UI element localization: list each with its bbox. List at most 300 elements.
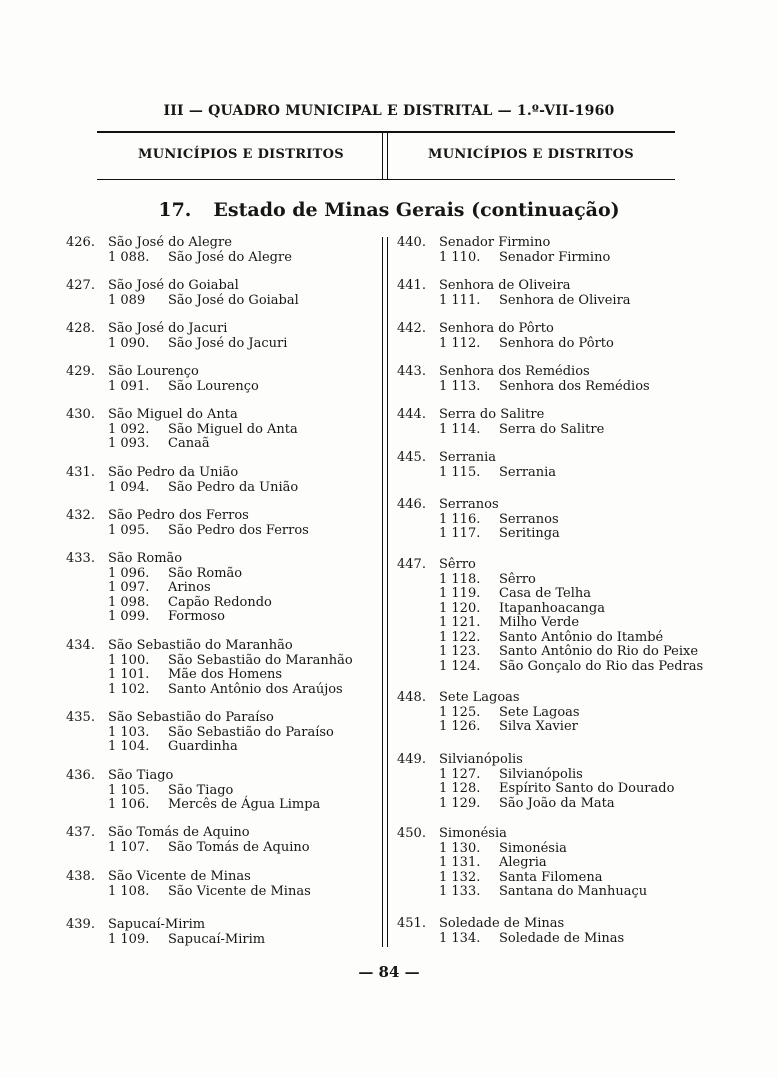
district-code: 1 098. (108, 594, 150, 610)
district-name: Serranos (499, 511, 559, 527)
municipality-entry (66, 769, 320, 813)
municipality-name: São José do Goiabal (108, 278, 239, 293)
municipality-entry (397, 408, 604, 437)
municipality-name: São Sebastião do Paraíso (108, 710, 274, 725)
district-indent (66, 524, 108, 539)
district-name: Alegria (499, 855, 547, 870)
district-name: Espírito Santo do Dourado (499, 781, 675, 796)
municipality-row (66, 711, 334, 726)
district-row (66, 798, 320, 813)
municipality-name: Serra do Salitre (439, 407, 545, 422)
district-code: 1 126. (439, 719, 481, 734)
municipality-number: 434. (66, 638, 95, 653)
municipality-entry (397, 827, 647, 900)
district-row (66, 683, 353, 698)
district-name: Santo Antônio dos Araújos (168, 681, 343, 697)
district-indent (397, 768, 439, 783)
district-name: Mercês de Água Limpa (168, 797, 321, 812)
municipality-row (66, 279, 299, 294)
district-name: Serrania (499, 464, 557, 480)
district-indent (397, 720, 439, 735)
district-indent (66, 885, 108, 900)
district-code: 1 131. (439, 855, 481, 870)
district-code: 1 134. (439, 930, 481, 946)
district-indent (397, 645, 439, 660)
district-name: Milho Verde (499, 615, 580, 630)
district-name: São Sebastião do Paraíso (168, 724, 334, 740)
municipality-number: 432. (66, 508, 95, 523)
district-indent (397, 527, 439, 542)
municipality-row (66, 322, 287, 337)
municipality-row (397, 498, 560, 513)
district-indent (66, 610, 108, 625)
district-indent (66, 683, 108, 698)
district-row (397, 380, 650, 395)
district-row (397, 602, 703, 617)
district-row (66, 294, 299, 309)
section-name: Estado de Minas Gerais (continuação) (213, 199, 620, 221)
district-name: Senhora de Oliveira (499, 292, 631, 308)
municipality-row (397, 365, 650, 380)
district-row (66, 423, 298, 438)
district-indent (397, 587, 439, 602)
district-row (66, 337, 287, 352)
municipality-row (397, 322, 614, 337)
district-name: São Miguel do Anta (168, 421, 298, 437)
district-row (397, 294, 631, 309)
body-column-divider (382, 237, 388, 947)
municipality-entry (66, 408, 298, 452)
district-name: São João da Mata (499, 795, 615, 811)
municipality-row (66, 870, 311, 885)
district-indent (397, 423, 439, 438)
district-name: São Tiago (168, 782, 234, 798)
municipality-number: 445. (397, 450, 426, 465)
municipality-entry (66, 236, 292, 265)
municipality-number: 449. (397, 752, 426, 767)
municipality-row (66, 408, 298, 423)
district-code: 1 127. (439, 766, 481, 782)
district-code: 1 129. (439, 795, 481, 811)
district-code: 1 093. (108, 436, 150, 451)
municipality-entry (397, 917, 624, 946)
district-row (397, 842, 647, 857)
municipality-entry (397, 279, 631, 308)
district-name: Senhora do Pôrto (499, 335, 614, 351)
municipality-number: 435. (66, 710, 95, 725)
district-code: 1 105. (108, 782, 150, 798)
district-row (397, 337, 614, 352)
district-indent (397, 251, 439, 266)
district-name: São José do Goiabal (168, 292, 299, 308)
municipality-row (397, 451, 556, 466)
district-code: 1 133. (439, 884, 481, 899)
municipality-number: 442. (397, 321, 426, 336)
district-code: 1 104. (108, 739, 150, 754)
district-indent (397, 294, 439, 309)
municipality-name: São Romão (108, 551, 183, 566)
district-row (397, 616, 703, 631)
district-indent (397, 856, 439, 871)
section-title (0, 199, 778, 221)
municipality-name: Serranos (439, 497, 499, 512)
district-name: Santo Antônio do Itambé (499, 629, 664, 645)
municipality-name: São Vicente de Minas (108, 869, 251, 884)
municipality-number: 429. (66, 364, 95, 379)
district-indent (397, 660, 439, 675)
municipality-entry (66, 870, 311, 899)
district-row (66, 380, 259, 395)
district-name: Mãe dos Homens (168, 667, 283, 682)
municipality-entry (66, 509, 309, 538)
district-code: 1 124. (439, 658, 481, 674)
district-row (397, 706, 580, 721)
district-code: 1 132. (439, 869, 481, 885)
municipality-name: Silvianópolis (439, 752, 523, 767)
district-code: 1 089 (108, 292, 146, 308)
district-row (397, 423, 604, 438)
district-code: 1 108. (108, 883, 150, 899)
district-row (66, 596, 272, 611)
district-row (397, 466, 556, 481)
municipality-number: 441. (397, 278, 426, 293)
municipality-row (397, 917, 624, 932)
header-bottom-rule (97, 179, 675, 180)
district-name: Capão Redondo (168, 594, 272, 610)
municipality-number: 426. (66, 235, 95, 250)
district-row (397, 782, 674, 797)
municipality-entry (66, 918, 265, 947)
municipality-name: São Tiago (108, 768, 174, 783)
district-row (397, 768, 674, 783)
district-code: 1 095. (108, 522, 150, 538)
municipality-entry (66, 711, 334, 755)
district-code: 1 109. (108, 931, 150, 947)
running-head: III — QUADRO MUNICIPAL E DISTRITAL — 1.º-VII-1960 (163, 103, 615, 119)
district-row (397, 573, 703, 588)
district-code: 1 112. (439, 335, 481, 351)
district-indent (66, 784, 108, 799)
district-indent (397, 616, 439, 631)
district-name: Guardinha (168, 739, 238, 754)
district-row (397, 856, 647, 871)
district-name: São Tomás de Aquino (168, 839, 310, 855)
district-indent (397, 706, 439, 721)
municipality-name: São José do Jacuri (108, 321, 228, 336)
column-header-left: MUNICÍPIOS E DISTRITOS (138, 147, 344, 162)
district-indent (397, 513, 439, 528)
district-row (66, 726, 334, 741)
district-row (397, 527, 560, 542)
municipality-entry (397, 753, 674, 811)
district-row (66, 784, 320, 799)
district-row (397, 631, 703, 646)
municipality-number: 440. (397, 235, 426, 250)
district-name: Sêrro (499, 571, 536, 587)
district-indent (397, 782, 439, 797)
municipality-number: 447. (397, 557, 426, 572)
district-code: 1 094. (108, 479, 150, 495)
district-code: 1 122. (439, 629, 481, 645)
municipality-entry (397, 365, 650, 394)
municipality-row (397, 753, 674, 768)
municipality-number: 443. (397, 364, 426, 379)
district-code: 1 115. (439, 464, 481, 480)
district-indent (66, 668, 108, 683)
municipality-number: 448. (397, 690, 426, 705)
municipality-row (66, 769, 320, 784)
municipality-name: Senhora dos Remédios (439, 364, 590, 379)
district-indent (397, 337, 439, 352)
municipality-row (66, 365, 259, 380)
municipality-number: 433. (66, 551, 95, 566)
municipality-row (397, 691, 580, 706)
district-code: 1 120. (439, 600, 481, 616)
municipality-entry (66, 552, 272, 625)
district-row (66, 610, 272, 625)
district-code: 1 123. (439, 644, 481, 659)
district-code: 1 102. (108, 681, 150, 697)
municipality-entry (397, 498, 560, 542)
district-indent (66, 726, 108, 741)
district-indent (397, 631, 439, 646)
district-row (66, 841, 310, 856)
district-row (397, 720, 580, 735)
municipality-name: São Lourenço (108, 364, 199, 379)
district-code: 1 128. (439, 781, 481, 796)
district-name: Simonésia (499, 840, 567, 856)
municipality-number: 427. (66, 278, 95, 293)
district-name: São Vicente de Minas (168, 883, 311, 899)
district-indent (66, 294, 108, 309)
municipality-row (397, 408, 604, 423)
district-code: 1 092. (108, 421, 150, 437)
district-indent (66, 841, 108, 856)
municipality-row (66, 826, 310, 841)
district-row (397, 932, 624, 947)
municipality-number: 439. (66, 917, 95, 932)
district-row (397, 645, 703, 660)
district-row (66, 524, 309, 539)
municipality-entry (397, 691, 580, 735)
district-name: Formoso (168, 609, 226, 624)
municipality-row (66, 552, 272, 567)
municipality-row (397, 236, 610, 251)
municipality-name: Sêrro (439, 557, 476, 572)
district-code: 1 090. (108, 335, 150, 351)
municipality-name: São Pedro dos Ferros (108, 508, 249, 523)
municipality-row (397, 279, 631, 294)
municipality-entry (397, 558, 703, 674)
municipality-row (66, 236, 292, 251)
municipality-name: São Sebastião do Maranhão (108, 638, 293, 653)
municipality-name: Simonésia (439, 826, 507, 841)
municipality-row (66, 509, 309, 524)
district-code: 1 118. (439, 571, 481, 587)
municipality-name: Sete Lagoas (439, 690, 520, 705)
municipality-entry (66, 466, 298, 495)
district-name: São Lourenço (168, 378, 259, 394)
district-indent (66, 740, 108, 755)
district-row (66, 668, 353, 683)
district-row (397, 660, 703, 675)
district-name: São Romão (168, 565, 243, 581)
district-row (66, 581, 272, 596)
district-indent (66, 933, 108, 948)
district-indent (397, 573, 439, 588)
district-row (397, 871, 647, 886)
district-code: 1 111. (439, 292, 481, 308)
district-name: Serra do Salitre (499, 421, 605, 437)
municipality-number: 428. (66, 321, 95, 336)
district-row (397, 587, 703, 602)
municipality-number: 436. (66, 768, 95, 783)
district-code: 1 107. (108, 839, 150, 855)
district-name: Seritinga (499, 526, 560, 541)
municipality-entry (397, 236, 610, 265)
district-indent (66, 380, 108, 395)
district-name: Santa Filomena (499, 869, 603, 885)
municipality-entry (66, 322, 287, 351)
district-code: 1 113. (439, 378, 481, 394)
district-indent (397, 466, 439, 481)
district-code: 1 106. (108, 797, 150, 812)
municipality-number: 450. (397, 826, 426, 841)
municipality-name: São Tomás de Aquino (108, 825, 250, 840)
district-name: Senhora dos Remédios (499, 378, 650, 394)
district-indent (66, 798, 108, 813)
municipality-row (66, 639, 353, 654)
district-code: 1 121. (439, 615, 481, 630)
district-name: Casa de Telha (499, 586, 592, 601)
district-indent (66, 337, 108, 352)
municipality-name: Serrania (439, 450, 497, 465)
district-row (397, 513, 560, 528)
district-code: 1 096. (108, 565, 150, 581)
section-number: 17. (158, 199, 192, 221)
municipality-name: São Pedro da União (108, 465, 239, 480)
district-row (66, 885, 311, 900)
district-name: Soledade de Minas (499, 930, 625, 946)
municipality-entry (397, 322, 614, 351)
district-indent (66, 251, 108, 266)
district-code: 1 100. (108, 652, 150, 668)
district-name: Arinos (168, 580, 211, 595)
district-name: Canaã (168, 436, 210, 451)
municipality-entry (66, 279, 299, 308)
column-header-right: MUNICÍPIOS E DISTRITOS (428, 147, 634, 162)
district-code: 1 097. (108, 580, 150, 595)
municipality-number: 451. (397, 916, 426, 931)
municipality-name: Senhora do Pôrto (439, 321, 554, 336)
district-row (397, 251, 610, 266)
municipality-name: Sapucaí-Mirim (108, 917, 206, 932)
municipality-number: 444. (397, 407, 426, 422)
district-name: São Gonçalo do Rio das Pedras (499, 658, 704, 674)
district-indent (66, 654, 108, 669)
municipality-number: 431. (66, 465, 95, 480)
district-indent (66, 596, 108, 611)
district-code: 1 091. (108, 378, 150, 394)
municipality-name: São José do Alegre (108, 235, 232, 250)
district-code: 1 103. (108, 724, 150, 740)
municipality-row (66, 466, 298, 481)
district-code: 1 125. (439, 704, 481, 720)
municipality-name: Soledade de Minas (439, 916, 565, 931)
municipality-number: 438. (66, 869, 95, 884)
district-name: Silva Xavier (499, 719, 578, 734)
district-name: Sapucaí-Mirim (168, 931, 266, 947)
district-row (66, 567, 272, 582)
district-indent (397, 380, 439, 395)
district-code: 1 114. (439, 421, 481, 437)
district-indent (397, 602, 439, 617)
header-column-divider (382, 133, 388, 179)
district-name: Senador Firmino (499, 249, 611, 265)
district-indent (397, 797, 439, 812)
municipality-number: 446. (397, 497, 426, 512)
district-code: 1 088. (108, 249, 150, 265)
district-code: 1 099. (108, 609, 150, 624)
district-name: Santana do Manhuaçu (499, 884, 648, 899)
district-code: 1 110. (439, 249, 481, 265)
municipality-entry (66, 826, 310, 855)
municipality-row (397, 827, 647, 842)
district-name: São José do Alegre (168, 249, 292, 265)
district-indent (397, 871, 439, 886)
district-name: Silvianópolis (499, 766, 583, 782)
district-indent (397, 932, 439, 947)
district-name: São Pedro da União (168, 479, 299, 495)
district-name: São Sebastião do Maranhão (168, 652, 353, 668)
municipality-name: São Miguel do Anta (108, 407, 238, 422)
district-indent (66, 567, 108, 582)
district-code: 1 130. (439, 840, 481, 856)
district-row (66, 654, 353, 669)
municipality-row (66, 918, 265, 933)
district-name: Itapanhoacanga (499, 600, 605, 616)
district-row (397, 797, 674, 812)
district-name: São José do Jacuri (168, 335, 288, 351)
municipality-row (397, 558, 703, 573)
district-name: Santo Antônio do Rio do Peixe (499, 644, 699, 659)
district-code: 1 117. (439, 526, 481, 541)
municipality-entry (397, 451, 556, 480)
district-indent (66, 423, 108, 438)
district-row (66, 933, 265, 948)
page-number: — 84 — (358, 963, 420, 981)
district-row (66, 437, 298, 452)
district-indent (66, 581, 108, 596)
district-name: Sete Lagoas (499, 704, 580, 720)
municipality-name: Senador Firmino (439, 235, 551, 250)
district-indent (397, 842, 439, 857)
district-name: São Pedro dos Ferros (168, 522, 309, 538)
municipality-number: 430. (66, 407, 95, 422)
municipality-entry (66, 365, 259, 394)
district-row (66, 251, 292, 266)
district-indent (66, 437, 108, 452)
district-code: 1 101. (108, 667, 150, 682)
district-code: 1 119. (439, 586, 481, 601)
district-row (66, 740, 334, 755)
municipality-name: Senhora de Oliveira (439, 278, 571, 293)
district-indent (66, 481, 108, 496)
district-code: 1 116. (439, 511, 481, 527)
district-indent (397, 885, 439, 900)
district-row (66, 481, 298, 496)
district-row (397, 885, 647, 900)
